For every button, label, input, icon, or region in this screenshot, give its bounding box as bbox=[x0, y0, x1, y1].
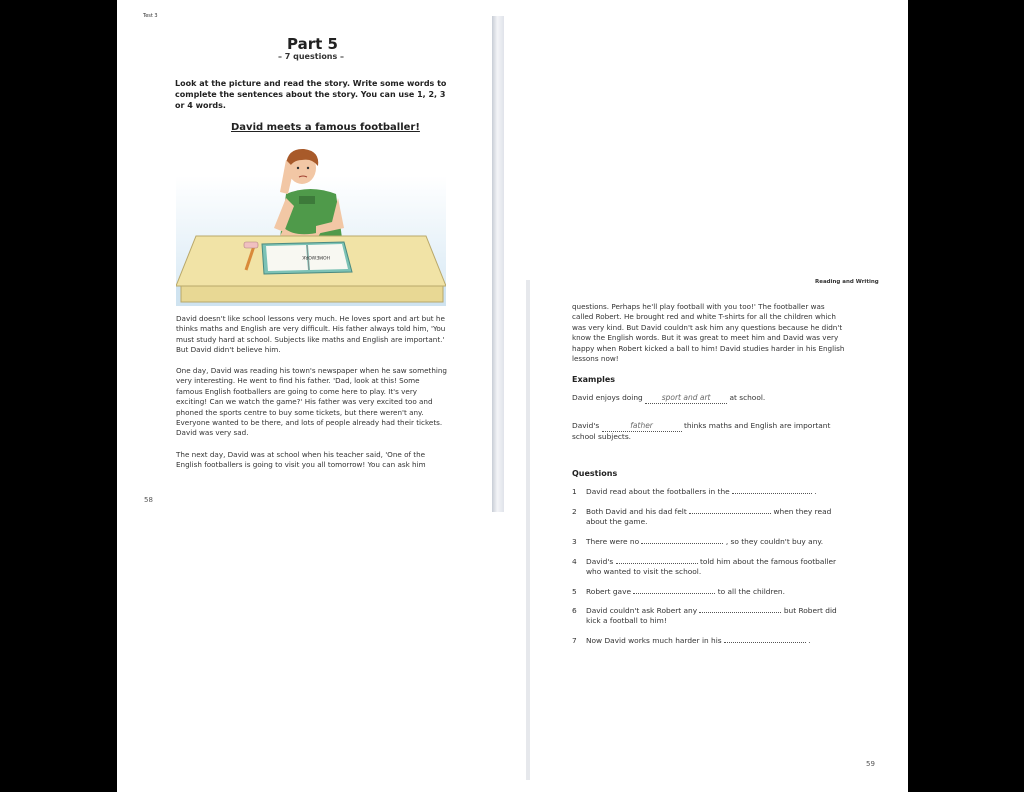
examples-heading: Examples bbox=[572, 375, 616, 384]
example-1-blank bbox=[645, 393, 727, 404]
answer-blank[interactable] bbox=[689, 513, 771, 514]
question-text: David read about the footballers in the bbox=[586, 487, 730, 496]
answer-blank[interactable] bbox=[699, 612, 781, 613]
question-text-after: told him about the famous footballer bbox=[699, 557, 837, 566]
test-header: Test 3 bbox=[143, 13, 158, 19]
answer-blank[interactable] bbox=[641, 543, 723, 544]
question-text-after: but Robert did bbox=[783, 606, 837, 615]
question-number: 5 bbox=[572, 587, 577, 596]
question-text: Now David works much harder in his bbox=[586, 636, 722, 645]
question-text-after: when they read bbox=[773, 507, 832, 516]
question-number: 3 bbox=[572, 537, 577, 546]
page-fold bbox=[492, 16, 504, 512]
answer-blank[interactable] bbox=[633, 593, 715, 594]
question-text-after: to all the children. bbox=[717, 587, 785, 596]
story-title: David meets a famous footballer! bbox=[231, 122, 420, 133]
example-2 bbox=[572, 421, 852, 442]
example-1-before: David enjoys doing bbox=[572, 393, 643, 402]
example-1-answer: sport and art bbox=[661, 393, 711, 402]
story-continuation: questions. Perhaps he'll play football with you too!' The footballer was called Robert. He brought red and white T-shirts for all the children which was very kind. But David couldn't ask him any questions because he didn't know the English words. But it was great to meet him and David was very happy when Robert kicked a ball to him! David studies harder in his English lessons now! bbox=[572, 302, 845, 364]
example-1-after: at school. bbox=[729, 393, 766, 402]
example-2-answer: father bbox=[630, 421, 653, 430]
answer-blank[interactable] bbox=[724, 642, 806, 643]
question-text: Both David and his dad felt bbox=[586, 507, 687, 516]
answer-blank[interactable] bbox=[732, 493, 812, 494]
example-2-before: David's bbox=[572, 421, 600, 430]
part-subtitle: – 7 questions – bbox=[278, 52, 345, 61]
section-header: Reading and Writing bbox=[815, 279, 879, 285]
story-paragraph-3: The next day, David was at school when his teacher said, 'One of the English footballers is going to visit you all tomorrow! You can ask him bbox=[176, 450, 426, 470]
story-paragraph-1: David doesn't like school lessons very much. He loves sport and art but he thinks maths and English are very difficult. His father always told him, 'You must study hard at school. Subjects like maths and English are important.' But David didn't believe him. bbox=[176, 314, 446, 355]
question-text-line2: kick a football to him! bbox=[586, 616, 667, 625]
question-text: Robert gave bbox=[586, 587, 631, 596]
question-number: 6 bbox=[572, 606, 577, 615]
eraser bbox=[244, 242, 258, 248]
question-text-after: . bbox=[808, 636, 811, 645]
story-illustration bbox=[176, 146, 446, 306]
question-number: 2 bbox=[572, 507, 577, 516]
question-number: 1 bbox=[572, 487, 577, 496]
story-paragraph-2: One day, David was reading his town's newspaper when he saw something very interesting. He went to find his father. 'Dad, look at this! Some famous English footballers are going to come here to play. It's very exciting! Can we watch the game?' His father was very excited too and phoned the sports centre to buy some tickets, but there weren't any. Everyone wanted to be there, and lots of people already had their tickets. David was very sad. bbox=[176, 366, 447, 438]
question-text-line2: who wanted to visit the school. bbox=[586, 567, 702, 576]
question-number: 7 bbox=[572, 636, 577, 645]
answer-blank[interactable] bbox=[616, 563, 698, 564]
page-number-right: 59 bbox=[866, 760, 875, 768]
book-cover-label: HOMEWORK bbox=[302, 254, 330, 259]
example-1 bbox=[572, 393, 852, 404]
part-title: Part 5 bbox=[287, 35, 338, 53]
question-text-after: . bbox=[814, 487, 817, 496]
questions-heading: Questions bbox=[572, 469, 618, 478]
question-text: David couldn't ask Robert any bbox=[586, 606, 698, 615]
example-2-blank bbox=[602, 421, 682, 432]
question-number: 4 bbox=[572, 557, 577, 566]
page-edge bbox=[526, 280, 530, 780]
question-text: David's bbox=[586, 557, 614, 566]
question-text-line2: about the game. bbox=[586, 517, 648, 526]
page-number-left: 58 bbox=[144, 496, 153, 504]
question-text: There were no bbox=[586, 537, 640, 546]
question-text-after: , so they couldn't buy any. bbox=[725, 537, 824, 546]
example-2-line2: school subjects. bbox=[572, 432, 632, 441]
instructions: Look at the picture and read the story. Write some words to complete the sentences about the story. You can use 1, 2, 3 or 4 words. bbox=[175, 79, 447, 110]
example-2-after: thinks maths and English are important bbox=[683, 421, 831, 430]
